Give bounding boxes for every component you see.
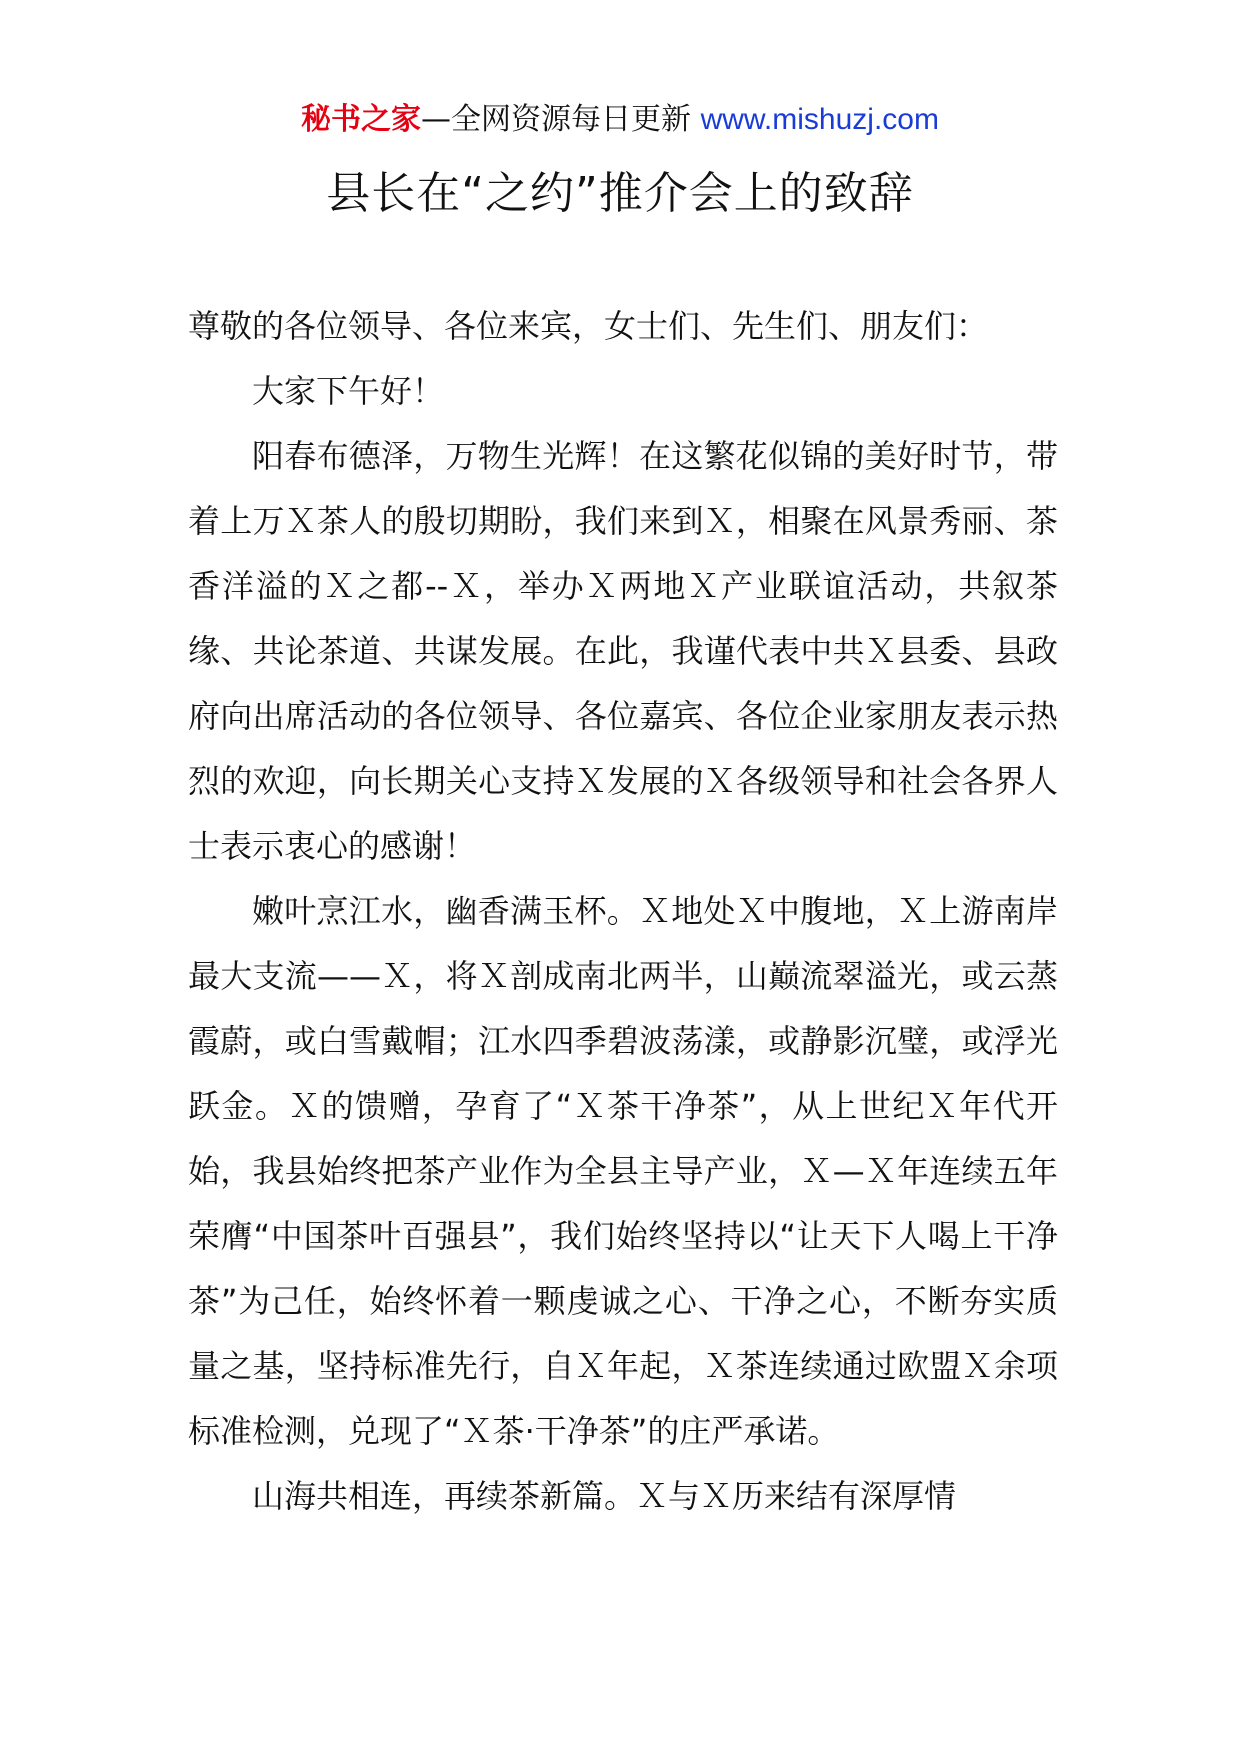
paragraph-tea-history: 嫩叶烹江水，幽香满玉杯。Ｘ地处Ｘ中腹地，Ｘ上游南岸最大支流——Ｘ，将Ｘ剖成南北两半，山巅流翠溢光，或云蒸霞蔚，或白雪戴帽；江水四季碧波荡漾，或静影沉璧，或浮光跃金。Ｘ的馈赠，孕育了“Ｘ茶干净茶”，从上世纪Ｘ年代开始，我县始终把茶产业作为全县主导产业，Ｘ—Ｘ年连续五年荣膺“中国茶叶百强县”，我们始终坚持以“让天下人喝上干净茶”为己任，始终怀着一颗虔诚之心、干净之心，不断夯实质量之基，坚持标准先行，自Ｘ年起，Ｘ茶连续通过欧盟Ｘ余项标准检测，兑现了“Ｘ茶·干净茶”的庄严承诺。 — [188, 892, 1058, 1450]
header-slogan: —全网资源每日更新 — [421, 102, 701, 137]
document-body — [188, 294, 1058, 1529]
site-header — [0, 100, 1240, 140]
salutation: 尊敬的各位领导、各位来宾，女士们、先生们、朋友们： — [188, 307, 989, 345]
paragraph-welcome: 阳春布德泽，万物生光辉！在这繁花似锦的美好时节，带着上万Ｘ茶人的殷切期盼，我们来到Ｘ，相聚在风景秀丽、茶香洋溢的Ｘ之都--Ｘ，举办Ｘ两地Ｘ产业联谊活动，共叙茶缘、共论茶道、共谋发展。在此，我谨代表中共Ｘ县委、县政府向出席活动的各位领导、各位嘉宾、各位企业家朋友表示热烈的欢迎，向长期关心支持Ｘ发展的Ｘ各级领导和社会各界人士表示衷心的感谢！ — [188, 437, 1058, 865]
brand-name: 秘书之家 — [301, 102, 422, 137]
document-title: 县长在“之约”推介会上的致辞 — [326, 168, 914, 219]
site-link[interactable]: www.mishuzj.com — [700, 103, 939, 136]
paragraph-cooperation: 山海共相连，再续茶新篇。Ｘ与Ｘ历来结有深厚情 — [252, 1477, 957, 1515]
paragraph-greeting: 大家下午好！ — [252, 372, 445, 410]
